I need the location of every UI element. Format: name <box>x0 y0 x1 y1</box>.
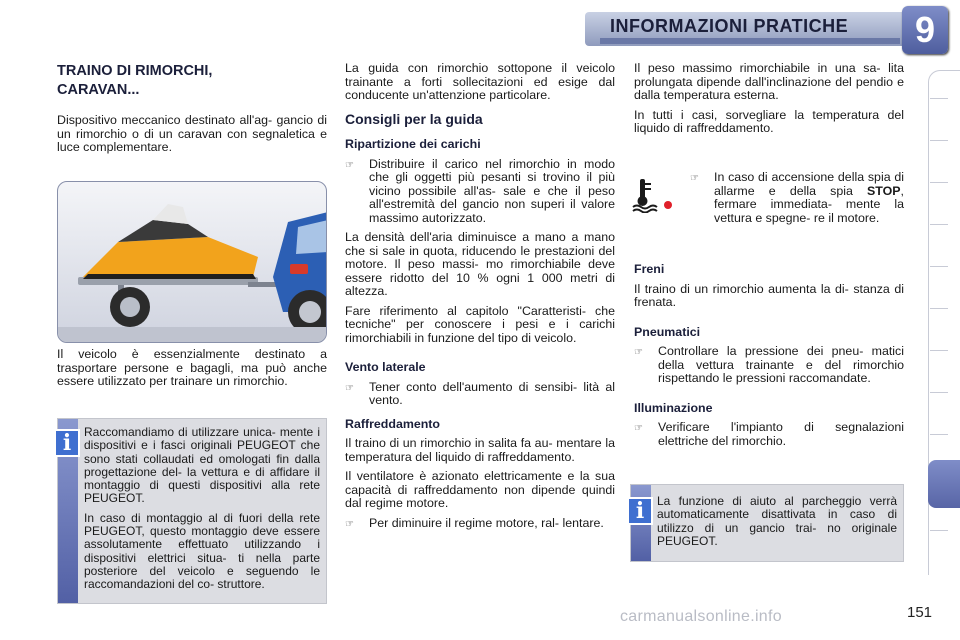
lighting-text: Verificare l'impianto di segnalazioni elettriche del rimorchio. <box>658 420 904 448</box>
column-3 <box>634 62 904 142</box>
page-number: 151 <box>907 604 933 621</box>
parking-aid-text: La funzione di aiuto al parcheggio verrà automaticamente disattivata in caso di utilizzo di un gancio trai- no originale PEUGEOT. <box>657 494 897 548</box>
column-1-continued <box>57 348 327 395</box>
list-item <box>634 345 904 386</box>
slow-down-text: Per diminuire il regime motore, ral- lentare. <box>369 515 604 530</box>
info-box-original-equipment <box>57 418 327 604</box>
warning-text-end: , fermare immediata- mente la vettura e spegne- re il motore. <box>714 183 904 225</box>
tab-divider <box>930 266 948 267</box>
list-item <box>634 421 904 448</box>
tab-divider <box>930 98 948 99</box>
jetski-trailer-image <box>58 182 327 343</box>
specifications-reference: Fare riferimento al capitolo "Caratteristi- che tecniche" per conoscere i pesi e i carichi rimorchiabili in funzione del tipo di veicolo. <box>345 303 615 345</box>
column-1 <box>57 62 327 161</box>
monitor-temperature-paragraph: In tutti i casi, sorvegliare la temperatura del liquido di raffreddamento. <box>634 107 904 135</box>
warning-block <box>690 171 904 231</box>
cooling-heading: Raffreddamento <box>345 416 441 431</box>
warning-text <box>714 171 904 225</box>
info-box-parking-aid <box>630 484 904 562</box>
tyres-heading: Pneumatici <box>634 324 701 339</box>
info-box-body <box>84 426 320 598</box>
crosswind-text: Tener conto dell'aumento di sensibi- lità al vento. <box>369 379 615 407</box>
column-3-lower <box>634 257 904 454</box>
article-title-line2: CARAVAN... <box>57 82 140 98</box>
tyres-text: Controllare la pressione dei pneu- matici della vettura trainante e del rimorchio rispettando le pressioni raccomandate. <box>658 344 904 385</box>
tab-divider <box>930 434 948 435</box>
info-icon: i <box>54 429 80 457</box>
article-title-line1: TRAINO DI RIMORCHI, <box>57 63 213 79</box>
pointing-hand-icon: ☞ <box>345 382 354 394</box>
pointing-hand-icon: ☞ <box>690 173 699 184</box>
list-item <box>345 517 615 532</box>
active-chapter-tab[interactable] <box>928 460 960 508</box>
pointing-hand-icon: ☞ <box>634 423 643 434</box>
lighting-heading: Illuminazione <box>634 400 713 415</box>
info-box-body <box>657 495 897 554</box>
pointing-hand-icon: ☞ <box>345 518 354 530</box>
air-density-paragraph: La densità dell'aria diminuisce a mano a mano che si sale in quota, riducendo le prestazioni del motore. Il peso massi- mo rimorchiabile deve essere ridotto del 10 % ogni 1 000 metri di altezza. <box>345 230 615 298</box>
tab-divider <box>930 182 948 183</box>
header-underline <box>600 38 900 44</box>
section-title: INFORMAZIONI PRATICHE <box>610 16 849 36</box>
tab-divider <box>930 308 948 309</box>
list-item <box>345 158 615 226</box>
towing-purpose-paragraph: Il veicolo è essenzialmente destinato a trasportare persone e bagagli, ma può anche essere utilizzato per trainare un rimorchio. <box>57 347 327 388</box>
watermark: carmanualsonline.info <box>620 608 782 625</box>
driving-intro: La guida con rimorchio sottopone il veicolo trainante a forti sollecitazioni ed esige dal conducente un'attenzione particolare. <box>345 61 615 102</box>
info-icon: i <box>627 497 653 525</box>
warning-text-start: In caso di accensione della spia di allarme e della spia <box>714 170 904 198</box>
load-distribution-text: Distribuire il carico nel rimorchio in modo che gli oggetti più pesanti si trovino il più vicino possibile all'as- sale e che il peso all'estremità del gancio non superi il valore massimo autorizzato. <box>369 156 615 225</box>
chapter-number: 9 <box>902 6 948 54</box>
info-paragraph-1: Raccomandiamo di utilizzare unica- mente i dispositivi e i fasci originali PEUGEOT che sono stati collaudati ed omologati fin dalla progettazione del- la vettura e di affidare il montaggio di questi dispositivi alla rete PEUGEOT. <box>84 425 320 506</box>
pointing-hand-icon: ☞ <box>634 347 643 358</box>
list-item <box>690 171 904 225</box>
coolant-temperature-icon <box>632 177 676 213</box>
brakes-heading: Freni <box>634 262 665 276</box>
tab-divider <box>930 224 948 225</box>
list-item <box>345 381 615 408</box>
info-paragraph-2: In caso di montaggio al di fuori della rete PEUGEOT, questo montaggio deve essere assolutamente effettuato utilizzando i dispositivi elettrici situa- ti nella parte posteriore del veicolo e seguendo le raccomandazioni del co- struttore. <box>84 510 320 592</box>
tab-divider <box>930 140 948 141</box>
stop-label: STOP <box>867 183 901 198</box>
crosswind-heading: Vento laterale <box>345 360 426 374</box>
max-weight-paragraph: Il peso massimo rimorchiabile in una sa- lita prolungata dipende dall'inclinazione del pendio e dalla temperatura esterna. <box>634 61 904 102</box>
pointing-hand-icon: ☞ <box>345 159 354 171</box>
intro-paragraph: Dispositivo meccanico destinato all'ag- gancio di un rimorchio o di un caravan con segnaletica e luce complementare. <box>57 113 327 154</box>
cooling-paragraph-2: Il ventilatore è azionato elettricamente e la sua capacità di raffreddamento non dipende quindi dal regime motore. <box>345 469 615 510</box>
driving-tips-heading: Consigli per la guida <box>345 110 483 127</box>
cooling-paragraph-1: Il traino di un rimorchio in salita fa au- mentare la temperatura del liquido di raffreddamento. <box>345 436 615 464</box>
column-2 <box>345 62 615 537</box>
load-distribution-heading: Ripartizione dei carichi <box>345 137 481 151</box>
brakes-paragraph: Il traino di un rimorchio aumenta la di- stanza di frenata. <box>634 281 904 309</box>
tab-divider <box>930 530 948 531</box>
towing-illustration <box>57 181 327 343</box>
tab-divider <box>930 350 948 351</box>
tab-divider <box>930 392 948 393</box>
